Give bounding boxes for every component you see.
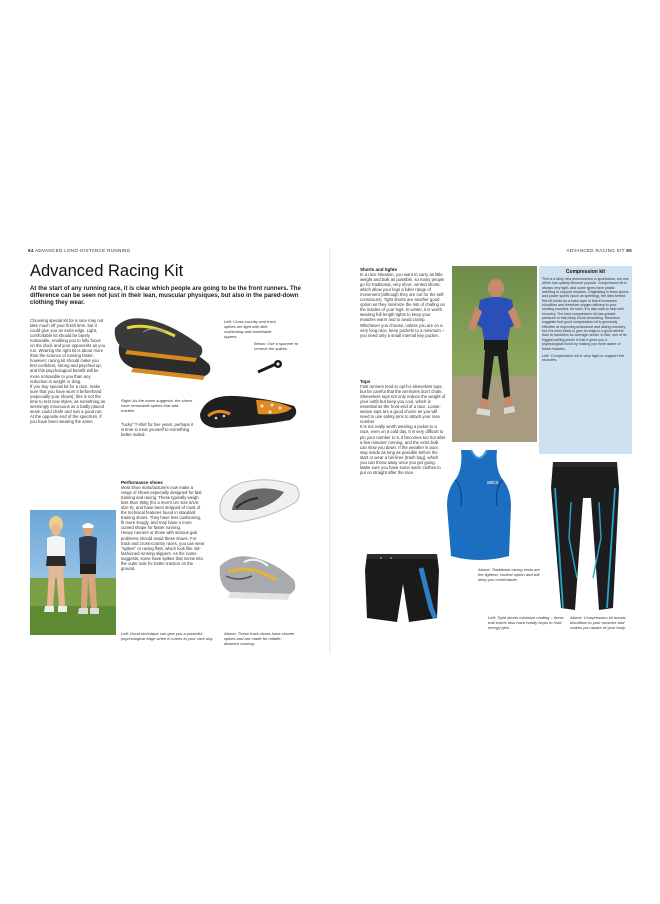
caption-spanner: Below: Use a spanner to remove the spikes.	[254, 341, 299, 351]
spike-sole-image	[196, 386, 300, 432]
left-folio: 84 ADVANCED LONG-DISTANCE RUNNING	[28, 248, 131, 253]
sidebar-body: This is a fairly new phenomenon in sportswear, but one which has quickly become popular. Compression kit is always very tight, and some types have plastic webbing to support muscles. Originating in team sports and power sports (such as sprinting), the idea behind this kit works as a base layer is that it increases bloodflow and therefore oxygen delivery to your working muscles. As such, it is also said to help with recovery. The best compression kit has graded pressure to help keep blood circulating. Research suggests that good compression kit is genuinely effective at improving endurance and aiding recovery, but it is more likely to give an edge to a good athlete than to transform an average runner. In fact, one of its biggest selling points is that it gives you a psychological boost by making you more aware of these muscles.	[542, 277, 629, 351]
caption-track-shoes: Above: These track shoes have shorter spikes and are made for middle-distance running.	[224, 631, 295, 646]
right-folio: ADVANCED RACING KIT 85	[566, 248, 632, 253]
body-text-col1: Choosing special kit for a race may not take much off your finish time, but it could give you an extra edge. Light, comfortable kit should be barely noticeable, enabling you to fully focus on the clock and your opponents as you run. Wearing the right kit is about more than the science of running faster, however: racing kit should make you feel confident, strong and psyched up, and this psychological benefit will be more noticeable to you than any reduction in weight or drag. If you buy special kit for a race, make sure that you have worn it beforehand (especially your shoes); this is not the time to test new styles, as something as seemingly innocuous as a badly placed seam could chafe and ruin a good run. At the opposite end of the spectrum, if you have been wearing the same	[30, 318, 106, 424]
tops-body: Fast runners tend to opt for sleeveless tops, but be careful that the armholes don't chafe. Sleeveless tops not only reduce the weight of your outfit but keep you cool, which is essential as the front-end of a race. Loose-weave tops are a good choice as you will need to use safety pins to attach your race number. It is not really worth wearing a jacket to a race, even on a cold day. It is very difficult to pin your number to it, it becomes too hot after a few minutes' running, and the extra bulk can slow you down. If the weather is poor, stay inside as long as possible before the start or wear a bin-liner (trash bag), which you can throw away once you get going. Make sure you have some warm clothes to put on straight after the race.	[360, 384, 446, 475]
lucky-tshirt-text: "lucky" T-shirt for five years, perhaps it is time to treat yourself to something better suited.	[121, 422, 194, 438]
book-spread	[28, 248, 632, 653]
right-page	[331, 248, 632, 653]
runners-photo	[30, 510, 116, 635]
compression-kit-sidebar	[539, 266, 632, 454]
racing-vest-image	[437, 446, 521, 566]
page-title: Advanced Racing Kit	[30, 262, 184, 280]
caption-technique: Left: Good technique can give you a powerful psychological edge when it comes to your race day.	[121, 631, 214, 641]
spikes-shoes-image	[113, 306, 221, 398]
runner-compression-photo	[452, 266, 537, 442]
track-shoe-side-image	[216, 536, 300, 606]
caption-tights: Above: Compression kit boosts bloodflow to your muscles and makes you aware of your body.	[570, 615, 626, 630]
caption-vest: Above: Traditional racing vests are the lightest, coolest option and will keep you comfortable.	[478, 567, 541, 582]
compression-tights-image	[543, 458, 627, 618]
shorts-tights-heading: Shorts and tights	[360, 267, 397, 272]
sidebar-title: Compression kit	[565, 269, 606, 275]
tops-section	[360, 379, 446, 475]
performance-shoes-body: Most shoe manufacturers now make a range of shoes especially designed for fast training and racing. These typically weigh less than 350g (for a men's UK size 8/US size 9), and have been stripped of most of the technical features found in standard training shoes. They have less cushioning, fit more snugly, and may have a more curved shape for faster running. Heavy runners or those with serious gait problems should avoid these shoes. For track and cross-country races, you can wear "spikes" or racing flats, which look like old-fashioned running slippers. As the name suggests, some have spikes that screw into the outer sole for better traction on the ground.	[121, 485, 205, 571]
caption-lucky: Right: As the name suggests, the shoes have removable spikes that add traction.	[121, 398, 193, 413]
svg-text:asics: asics	[487, 480, 499, 486]
caption-spikes: Left: Cross-country and track spikes are light with little cushioning and breathable uppers.	[224, 319, 276, 339]
performance-shoes-section	[121, 480, 205, 571]
performance-shoes-heading: Performance shoes	[121, 480, 163, 485]
left-page	[28, 248, 329, 653]
caption-shorts: Left: Tight shorts minimize chafing – these trail shorts also have handy loops to hold energy gels.	[488, 615, 564, 630]
spanner-image	[256, 360, 286, 378]
sidebar-caption: Left: Compression kit is very tight to support the muscles.	[542, 352, 625, 363]
tight-shorts-image	[361, 548, 443, 626]
track-shoe-sole-image	[214, 470, 304, 530]
intro-text: At the start of any running race, it is clear which people are going to be the front runners. The difference can be seen not just in their lean, muscular physiques, but also in the pared-down clothing they wear.	[30, 285, 301, 307]
shorts-tights-body: In a race situation, you want to carry as little weight and bulk as possible, so many people go for traditional, very short, vented shorts, which allow your legs a fuller range of movement (although they are not for the self-conscious!). Tight shorts are another good option as they minimize the risk of chafing on the insides of your legs. In winter, it is worth wearing full-length tights to keep your muscles warm and to avoid cramp. Whichever you choose, unless you are on a very long race, keep pockets to a minimum – you need only a small internal key pocket.	[360, 272, 445, 338]
tops-heading: Tops	[360, 379, 371, 384]
shorts-tights-section	[360, 267, 446, 338]
